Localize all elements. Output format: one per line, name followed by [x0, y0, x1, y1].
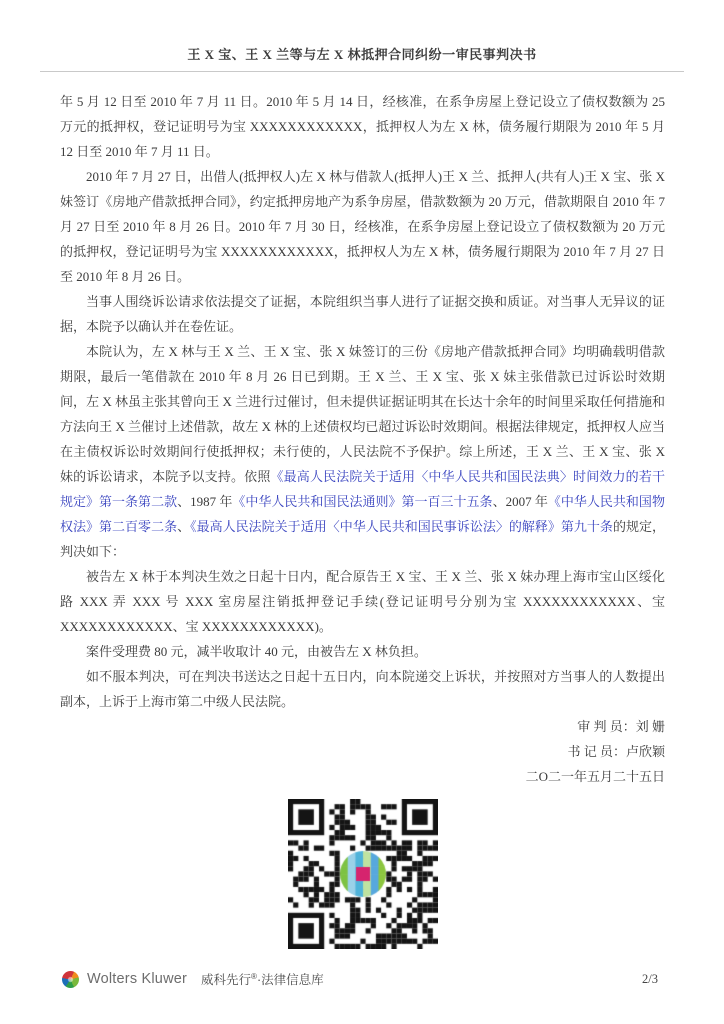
text-run: 、 — [177, 519, 191, 534]
document-title: 王 X 宝、王 X 兰等与左 X 林抵押合同纠纷一审民事判决书 — [187, 47, 537, 62]
text-run: 当事人围绕诉讼请求依法提交了证据，本院组织当事人进行了证据交换和质证。对当事人无异议的证据，本院予以确认并在卷佐证。 — [60, 294, 665, 334]
judgment-date-line: 二O二一年五月二十五日 — [525, 769, 665, 784]
page-footer — [0, 970, 724, 988]
text-run: 2010 年 7 月 27 日，出借人(抵押权人)左 X 林与借款人(抵押人)王 X 兰、抵押人(共有人)王 X 宝、张 X 妹签订《房地产借款抵押合同》，约定抵押房地产为系争房屋，借款数额为 20 万元，借款期限自 2010 年 7 月 27 日至 2010 年 8 月 26 日。2010 年 7 月 30 日，经核准，在系争房屋上登记设立了债权数额为 20 万元的抵押权，登记证明号为宝 XXXXXXXXXXXX，抵押权人为左 X 林，债务履行期限为 2010 年 7 月 27 日至 2010 年 8 月 26 日。 — [60, 169, 665, 284]
law-link-minshisusongfa-interpretation[interactable]: 《最高人民法院关于适用〈中华人民共和国民事诉讼法〉的解释》第九十条 — [190, 519, 613, 534]
text-run: 、1987 年 — [177, 494, 233, 509]
wolters-kluwer-logo-icon — [62, 971, 79, 988]
product-name — [201, 970, 324, 988]
law-link-wuquanfa[interactable]: 《中华人民共和国物权法》第二百零二条 — [60, 494, 665, 534]
judge-line: 审 判 员：刘 姗 — [577, 719, 665, 734]
brand-name: Wolters Kluwer — [87, 971, 188, 987]
text-run: 如不服本判决，可在判决书送达之日起十五日内，向本院递交上诉状，并按照对方当事人的人数提出副本，上诉于上海市第二中级人民法院。 — [60, 669, 665, 709]
page-indicator: 2/3 — [642, 971, 658, 986]
document-header — [0, 0, 724, 72]
text-run: 的规定，判决如下： — [60, 519, 665, 559]
judgment-body — [60, 72, 665, 949]
text-run: 、2007 年 — [492, 494, 548, 509]
product-name-text: 威科先行 — [201, 973, 252, 987]
paragraph-loan-contract — [60, 164, 665, 289]
text-run: 案件受理费 80 元，减半收取计 40 元，由被告左 X 林负担。 — [86, 644, 427, 659]
qr-code-container — [60, 799, 665, 949]
clerk-line: 书 记 员：卢欣颖 — [567, 744, 665, 759]
paragraph-judgment-order — [60, 564, 665, 639]
qr-code — [288, 799, 438, 949]
paragraph-court-fee — [60, 639, 665, 664]
paragraph-appeal-notice — [60, 664, 665, 714]
product-suffix: ·法律信息库 — [256, 973, 324, 987]
text-run: 年 5 月 12 日至 2010 年 7 月 11 日。2010 年 5 月 14 日，经核准，在系争房屋上登记设立了债权数额为 25 万元的抵押权，登记证明号为宝 XXXXXXXXXXXX，抵押权人为左 X 林，债务履行期限为 2010 年 5 月 12 日至 2010 年 7 月 11 日。 — [60, 94, 665, 159]
signature-block — [60, 714, 665, 789]
text-run: 本院认为，左 X 林与王 X 兰、王 X 宝、张 X 妹签订的三份《房地产借款抵押合同》均明确载明借款期限，最后一笔借款在 2010 年 8 月 26 日已到期。王 X 兰、王 X 宝、张 X 妹主张借款已过诉讼时效期间，左 X 林虽主张其曾向王 X 兰进行过催讨，但未提供证据证明其在长达十余年的时间里采取任何措施和方法向王 X 兰催讨上述借款，故左 X 林的上述债权均已超过诉讼时效期间。根据法律规定，抵押权人应当在主债权诉讼时效期间行使抵押权；未行使的，人民法院不予保护。综上所述，王 X 兰、王 X 宝、张 X 妹的诉讼请求，本院予以支持。依照 — [60, 344, 665, 484]
paragraph-court-opinion — [60, 339, 665, 564]
paragraph-evidence — [60, 289, 665, 339]
text-run: 被告左 X 林于本判决生效之日起十日内，配合原告王 X 宝、王 X 兰、张 X 妹办理上海市宝山区绥化路 XXX 弄 XXX 号 XXX 室房屋注销抵押登记手续(登记证明号分别为宝 XXXXXXXXXXXX、宝 XXXXXXXXXXXX、宝 XXXXXXXXXXXX)。 — [60, 569, 665, 634]
law-link-minfadian-time-rules[interactable]: 《最高人民法院关于适用〈中华人民共和国民法典〉时间效力的若干规定》第一条第二款 — [60, 469, 665, 509]
law-link-minfa-tongze[interactable]: 《中华人民共和国民法通则》第一百三十五条 — [232, 494, 493, 509]
paragraph-continuation — [60, 89, 665, 164]
registered-mark: ® — [251, 971, 257, 981]
